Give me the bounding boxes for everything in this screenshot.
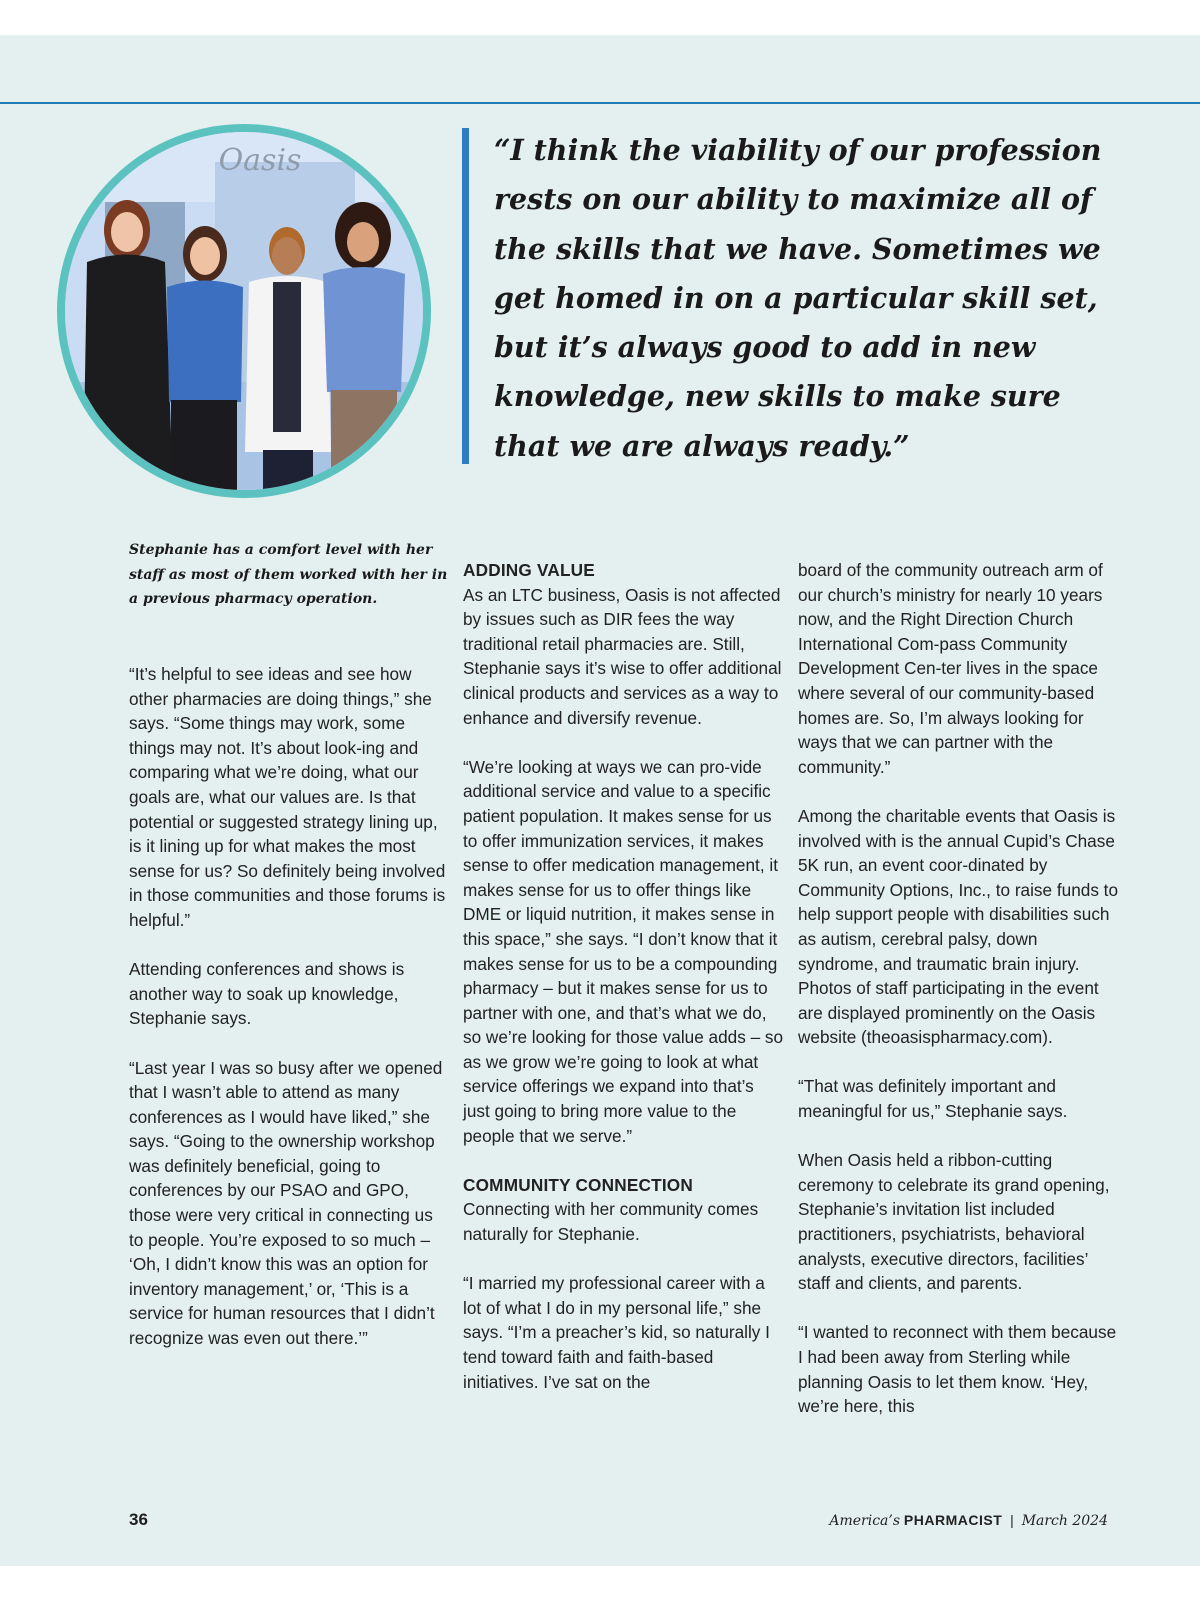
pull-quote: “I think the viability of our profession rests on our ability to maximize all of the skills that we have. Sometimes we get homed in on a particular skill set, but it’s always good to add in new knowledge, new skills to make sure that we are always ready.”: [494, 133, 1102, 463]
paragraph: board of the community outreach arm of our church’s ministry for nearly 10 years now, and the Right Direction Church International Com-pass Community Development Cen-ter lives in the space where several of our community-based homes are. So, I’m always looking for ways that we can partner with the community.”: [798, 560, 1103, 777]
paragraph: Connecting with her community comes naturally for Stephanie.: [463, 1199, 759, 1245]
paragraph: “Last year I was so busy after we opened that I wasn’t able to attend as many conferences as I would have liked,” she says. “Going to the ownership workshop was definitely beneficial, going to conferences by our PSAO and GPO, those were very critical in connecting us to people. You’re exposed to so much – ‘Oh, I didn’t know this was an option for inventory management,’ or, ‘This is a service for human resources that I didn’t recognize was even out there.’”: [129, 1057, 443, 1349]
staff-photo: [57, 124, 431, 498]
paragraph: Among the charitable events that Oasis is involved with is the annual Cupid’s Chase 5K run, an event coor-dinated by Community Options, Inc., to raise funds to help support people with disabilities such as autism, cerebral palsy, down syndrome, and traumatic brain injury. Photos of staff participating in the event are displayed prominently on the Oasis website (theoasispharmacy.com).: [798, 805, 1119, 1048]
header-rule: [0, 102, 1200, 104]
publication-footer: [829, 1512, 1108, 1529]
staff-photo-illustration: [65, 132, 423, 490]
footer-separator: |: [1010, 1512, 1014, 1528]
paragraph: Attending conferences and shows is another way to soak up knowledge, Stephanie says.: [129, 959, 405, 1029]
paragraph: “I wanted to reconnect with them because I had been away from Sterling while planning Oasis to let them know. ‘Hey, we’re here, this: [798, 1322, 1117, 1417]
publication-prefix: America’s: [829, 1513, 901, 1529]
publication-name: PHARMACIST: [903, 1512, 1003, 1528]
paragraph: “It’s helpful to see ideas and see how other pharmacies are doing things,” she says. “Some things may work, some things may not. It’s about look-ing and comparing what we’re doing, what our goals are, what our values are. Is that potential or suggested strategy lining up, is it lining up for what makes the most sense for us? So definitely being involved in those communities and those forums is helpful.”: [129, 664, 446, 930]
paragraph: “I married my professional career with a lot of what I do in my personal life,” she says. “I’m a preacher’s kid, so naturally I tend toward faith and faith-based initiatives. I’ve sat on the: [463, 1273, 770, 1392]
column-2: [463, 558, 785, 1419]
page-number: 36: [129, 1510, 148, 1529]
paragraph: When Oasis held a ribbon-cutting ceremony to celebrate its grand opening, Stephanie’s invitation list included practitioners, psychiatrists, behavioral analysts, executive directors, facilities’ staff and clients, and parents.: [798, 1150, 1110, 1294]
issue-date: March 2024: [1021, 1513, 1108, 1529]
oasis-sign: Oasis: [218, 143, 302, 178]
section-heading: COMMUNITY CONNECTION: [463, 1174, 693, 1195]
pull-quote-bar: [462, 128, 469, 464]
paragraph: “That was definitely important and meaningful for us,” Stephanie says.: [798, 1076, 1068, 1122]
column-1: [129, 662, 449, 1375]
paragraph: “We’re looking at ways we can pro-vide additional service and value to a specific patient population. It makes sense for us to offer immunization services, it makes sense to offer medication management, it makes sense for us to offer things like DME or liquid nutrition, it makes sense in this space,” she says. “I don’t know that it makes sense for us to be a compounding pharmacy – but it makes sense for us to partner with one, and that’s what we do, so we’re looking for those value adds – so as we grow we’re going to look at what service offerings we expand into that’s just going to bring more value to the people that we serve.”: [463, 756, 784, 1146]
paragraph: As an LTC business, Oasis is not affected by issues such as DIR fees the way traditional retail pharmacies are. Still, Stephanie says it’s wise to offer additional clinical products and services as a way to enhance and diversify revenue.: [463, 584, 782, 728]
column-3: [798, 558, 1120, 1443]
photo-caption: Stephanie has a comfort level with her staff as most of them worked with her in a previous pharmacy operation.: [129, 542, 448, 607]
section-heading: ADDING VALUE: [463, 560, 595, 580]
